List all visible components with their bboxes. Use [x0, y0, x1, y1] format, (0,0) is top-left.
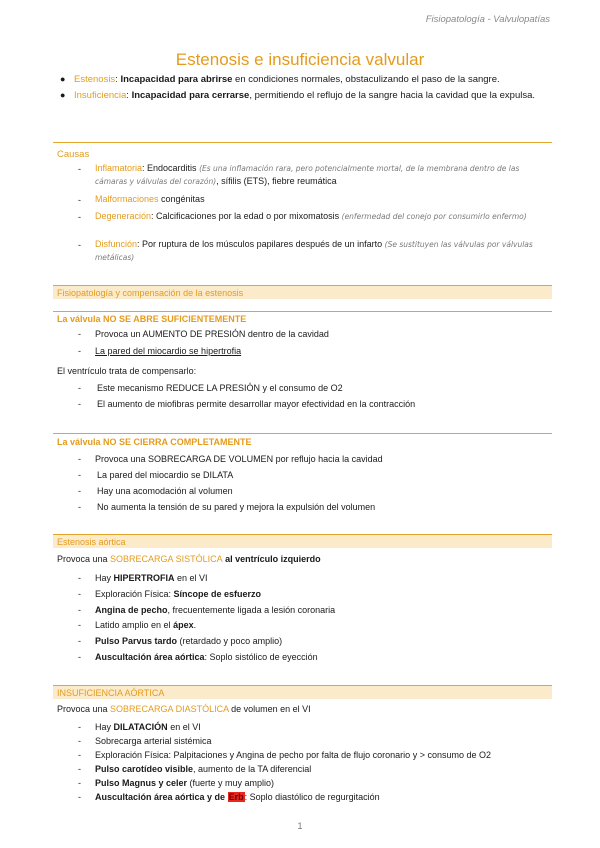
dash-icon: - [78, 722, 81, 732]
compensa-intro: El ventrículo trata de compensarlo: [57, 366, 197, 376]
list-item: Hay una acomodación al volumen [97, 486, 233, 496]
section-divider [53, 311, 552, 312]
dash-icon: - [78, 195, 81, 205]
dash-icon: - [78, 502, 81, 512]
dash-icon: - [78, 329, 81, 339]
list-item: No aumenta la tensión de su pared y mejora la expulsión del volumen [97, 502, 376, 512]
dash-icon: - [78, 792, 81, 802]
dash-icon: - [78, 486, 81, 496]
dash-icon: - [78, 164, 81, 174]
bullet-icon: ● [60, 90, 66, 100]
running-header: Fisiopatología - Valvulopatías [425, 14, 550, 25]
section-band-fisiopatologia: Fisiopatología y compensación de la estenosis [53, 285, 552, 299]
dash-icon: - [78, 736, 81, 746]
list-item: Auscultación área aórtica y de Erb: Soplo diastólico de regurgitación [95, 792, 380, 802]
page-title: Estenosis e insuficiencia valvular [175, 50, 425, 69]
causa-malformaciones: Malformaciones congénitas [95, 194, 205, 204]
list-item: Hay HIPERTROFIA en el VI [95, 573, 208, 583]
list-item: Exploración Física: Síncope de esfuerzo [95, 589, 262, 599]
list-item: La pared del miocardio se DILATA [97, 470, 234, 480]
page-number: 1 [297, 821, 303, 831]
estenosis-intro: Provoca una SOBRECARGA SISTÓLICA al ventrículo izquierdo [57, 554, 321, 564]
highlight-mark: Erb [228, 792, 244, 802]
list-item: Latido amplio en el ápex. [95, 620, 197, 630]
dash-icon: - [78, 589, 81, 599]
list-item: Pulso Parvus tardo (retardado y poco amplio) [95, 636, 283, 646]
insuficiencia-intro: Provoca una SOBRECARGA DIASTÓLICA de volumen en el VI [57, 704, 311, 714]
no-cierra-heading: La válvula NO SE CIERRA COMPLETAMENTE [57, 437, 252, 447]
section-band-estenosis-aortica: Estenosis aórtica [53, 534, 552, 548]
dash-icon: - [78, 636, 81, 646]
dash-icon: - [78, 620, 81, 630]
dash-icon: - [78, 212, 81, 222]
dash-icon: - [78, 573, 81, 583]
section-divider [53, 142, 552, 156]
list-item: Pulso Magnus y celer (fuerte y muy amplio) [95, 778, 275, 788]
list-item: Angina de pecho, frecuentemente ligada a lesión coronaria [95, 605, 336, 615]
dash-icon: - [78, 605, 81, 615]
causas-heading: Causas [57, 149, 90, 160]
section-band-insuficiencia-aortica: INSUFICIENCIA AÓRTICA [53, 685, 552, 699]
causa-disfuncion: Disfunción: Por ruptura de los músculos papilares después de un infarto (Se sustituyen las válvulas por válvulas metálicas) [95, 239, 533, 262]
list-item: Provoca un AUMENTO DE PRESIÓN dentro de la cavidad [95, 329, 329, 339]
bullet-icon: ● [60, 74, 66, 84]
list-item: Pulso carotídeo visible, aumento de la TA diferencial [95, 764, 312, 774]
list-item: Hay DILATACIÓN en el VI [95, 722, 201, 732]
definitions-list [60, 72, 544, 104]
list-item: Provoca una SOBRECARGA DE VOLUMEN por reflujo hacia la cavidad [95, 454, 383, 464]
list-item: Sobrecarga arterial sistémica [95, 736, 212, 746]
dash-icon: - [78, 652, 81, 662]
dash-icon: - [78, 399, 81, 409]
causa-inflamatoria: Inflamatoria: Endocarditis (Es una inflamación rara, pero potencialmente mortal, de la membrana dentro de las cámaras y válvulas del corazón), sífilis (ETS), fiebre reumática [95, 163, 520, 186]
dash-icon: - [78, 764, 81, 774]
list-item: Este mecanismo REDUCE LA PRESIÓN y el consumo de O2 [97, 383, 343, 393]
section-divider [53, 433, 552, 434]
dash-icon: - [78, 346, 81, 356]
list-item: La pared del miocardio se hipertrofia [95, 346, 242, 356]
dash-icon: - [78, 240, 81, 250]
dash-icon: - [78, 778, 81, 788]
dash-icon: - [78, 470, 81, 480]
causa-degeneracion: Degeneración: Calcificaciones por la edad o por mixomatosis (enfermedad del conejo por consumirlo enfermo) [95, 211, 527, 221]
dash-icon: - [78, 454, 81, 464]
definition-insuficiencia: ● Insuficiencia: Incapacidad para cerrarse, permitiendo el reflujo de la sangre hacia la cavidad que la expulsa. [60, 90, 536, 101]
dash-icon: - [78, 383, 81, 393]
no-abre-heading: La válvula NO SE ABRE SUFICIENTEMENTE [57, 314, 247, 324]
definition-estenosis: ● Estenosis: Incapacidad para abrirse en condiciones normales, obstaculizando el paso de la sangre. [60, 74, 500, 85]
dash-icon: - [78, 750, 81, 760]
list-item: Auscultación área aórtica: Soplo sistólico de eyección [95, 652, 318, 662]
list-item: El aumento de miofibras permite desarrollar mayor efectividad en la contracción [97, 399, 416, 409]
list-item: Exploración Física: Palpitaciones y Angina de pecho por falta de flujo coronario y > consumo de O2 [95, 750, 491, 760]
